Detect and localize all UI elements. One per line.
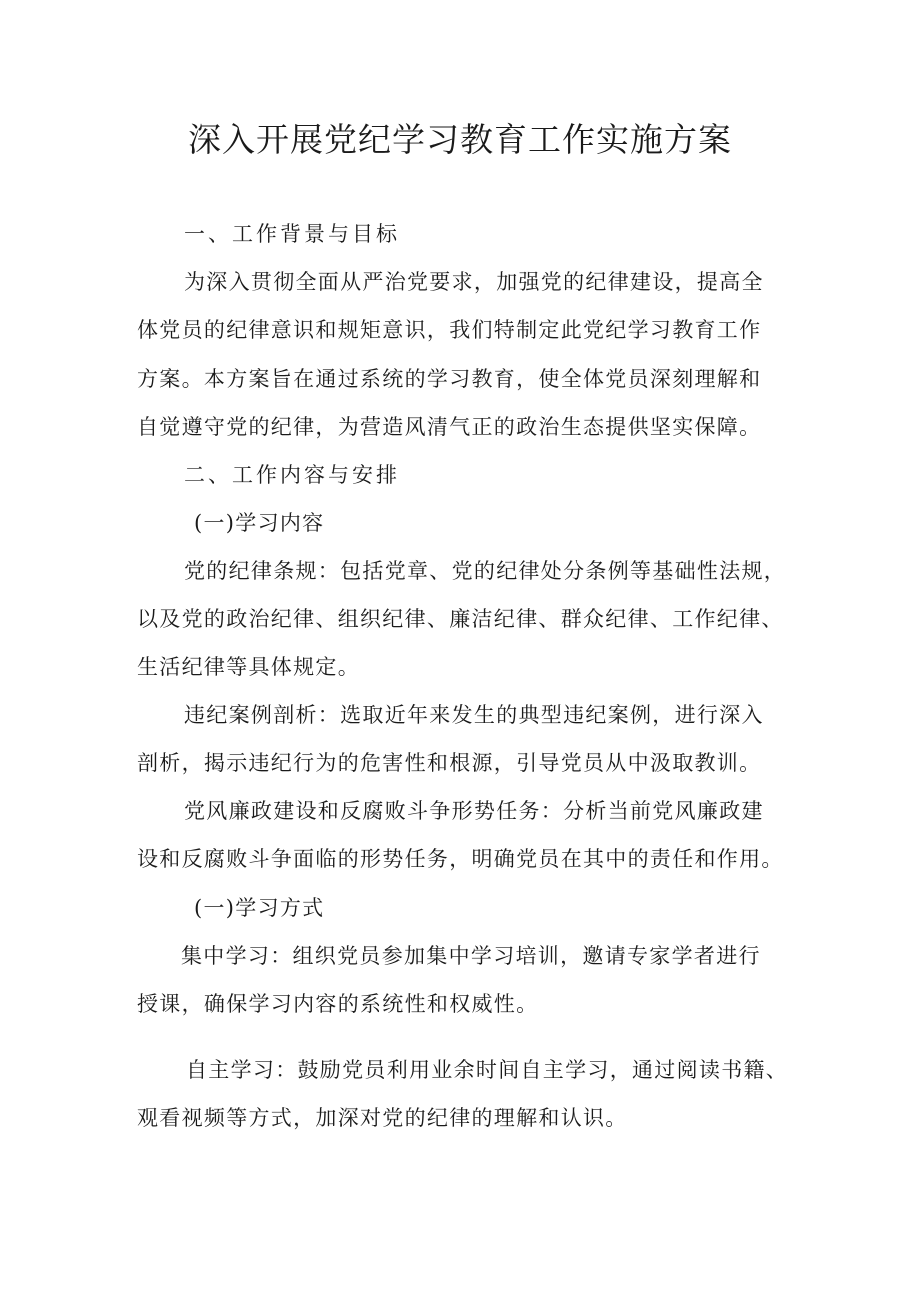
document-title: 深入开展党纪学习教育工作实施方案 xyxy=(188,120,732,159)
paragraph-line: 以及党的政治纪律、组织纪律、廉洁纪律、群众纪律、工作纪律、 xyxy=(137,607,784,631)
paragraph-line: 为深入贯彻全面从严治党要求，加强党的纪律建设，提高全 xyxy=(184,270,764,294)
paragraph-line: 自主学习：鼓励党员利用业余时间自主学习，通过阅读书籍、 xyxy=(186,1058,789,1082)
section-heading-background: 一、工作背景与目标 xyxy=(184,222,400,246)
paragraph-line: 授课，确保学习内容的系统性和权威性。 xyxy=(137,992,539,1016)
subsection-heading-content: (一)学习内容 xyxy=(194,511,325,535)
paragraph-line: 集中学习：组织党员参加集中学习培训，邀请专家学者进行 xyxy=(181,944,761,968)
paragraph-line: 违纪案例剖析：选取近年来发生的典型违纪案例，进行深入 xyxy=(184,703,764,727)
paragraph-line: 剖析，揭示违纪行为的危害性和根源，引导党员从中汲取教训。 xyxy=(137,751,762,775)
paragraph-line: 党风廉政建设和反腐败斗争形势任务：分析当前党风廉政建 xyxy=(184,799,764,823)
subsection-heading-method: (一)学习方式 xyxy=(194,896,325,920)
paragraph-line: 设和反腐败斗争面临的形势任务，明确党员在其中的责任和作用。 xyxy=(137,847,784,871)
paragraph-line: 自觉遵守党的纪律，为营造风清气正的政治生态提供坚实保障。 xyxy=(137,415,762,439)
section-heading-content: 二、工作内容与安排 xyxy=(184,463,400,487)
paragraph-line: 方案。本方案旨在通过系统的学习教育，使全体党员深刻理解和 xyxy=(137,367,762,391)
paragraph-line: 观看视频等方式，加深对党的纪律的理解和认识。 xyxy=(137,1106,628,1130)
paragraph-line: 生活纪律等具体规定。 xyxy=(137,655,360,679)
paragraph-line: 体党员的纪律意识和规矩意识，我们特制定此党纪学习教育工作 xyxy=(137,318,762,342)
paragraph-line: 党的纪律条规：包括党章、党的纪律处分条例等基础性法规， xyxy=(184,559,787,583)
